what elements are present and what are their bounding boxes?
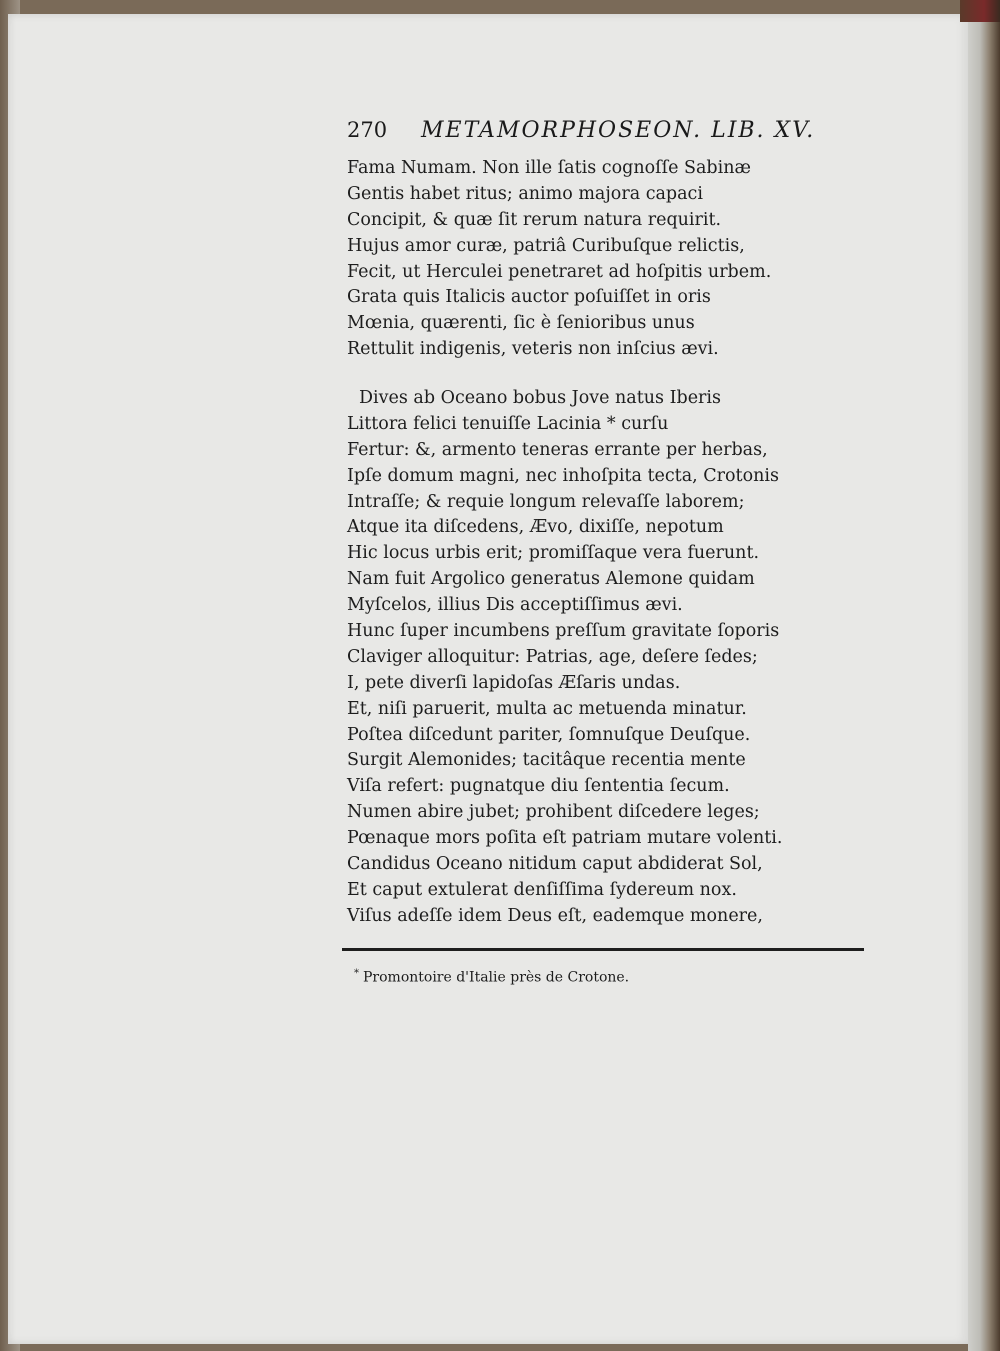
verse-line: Nam fuit Argolico generatus Alemone quidam bbox=[347, 569, 755, 590]
verse-line: Concipit, & quæ ſit rerum natura requirit. bbox=[347, 209, 722, 230]
verse-line: Intraſſe; & requie longum relevaſſe laborem; bbox=[347, 491, 745, 512]
verse-line: Fecit, ut Herculei penetraret ad hoſpitis urbem. bbox=[347, 261, 772, 282]
stanza-2 bbox=[347, 386, 817, 930]
verse-line: Et caput extulerat denſiſſima ſydereum nox. bbox=[347, 879, 737, 900]
stanza-1 bbox=[347, 156, 817, 363]
book-spine bbox=[968, 0, 1000, 1351]
verse-line: Viſus adeſſe idem Deus eſt, eademque monere, bbox=[347, 905, 763, 926]
footnote-text: Promontoire d'Italie près de Crotone. bbox=[363, 969, 630, 986]
verse-line: Atque ita diſcedens, Ævo, dixiſſe, nepotum bbox=[347, 517, 724, 538]
footnote-rule bbox=[342, 948, 864, 951]
verse-line: Myſcelos, illius Dis acceptiſſimus ævi. bbox=[347, 595, 683, 616]
verse-line: Candidus Oceano nitidum caput abdiderat Sol, bbox=[347, 854, 763, 875]
verse-line: Fama Numam. Non ille ſatis cognoſſe Sabinæ bbox=[347, 158, 751, 178]
verse-line: Surgit Alemonides; tacitâque recentia mente bbox=[347, 750, 746, 771]
running-title: METAMORPHOSEON. LIB. XV. bbox=[421, 118, 816, 143]
page-header bbox=[347, 118, 817, 152]
verse-line: Dives ab Oceano bobus Jove natus Iberis bbox=[359, 388, 721, 408]
verse-line: Pœnaque mors poſita eſt patriam mutare volenti. bbox=[347, 828, 783, 849]
verse-line: Ipſe domum magni, nec inhoſpita tecta, Crotonis bbox=[347, 465, 779, 486]
verse-line: Poſtea diſcedunt pariter, ſomnuſque Deuſque. bbox=[347, 724, 751, 745]
verse-line: Gentis habet ritus; animo majora capaci bbox=[347, 183, 703, 204]
verse-line: I, pete diverſi lapidoſas Æſaris undas. bbox=[347, 672, 681, 693]
footnote-mark: * bbox=[354, 968, 359, 979]
verse-line: Hujus amor curæ, patriâ Curibuſque relictis, bbox=[347, 235, 745, 256]
verse-line: Grata quis Italicis auctor poſuiſſet in oris bbox=[347, 287, 711, 308]
verse-line: Viſa refert: pugnatque diu ſententia ſecum. bbox=[347, 776, 730, 797]
verse-line: Claviger alloquitur: Patrias, age, deſere ſedes; bbox=[347, 646, 758, 667]
verse-line: Fertur: &, armento teneras errante per herbas, bbox=[347, 439, 768, 460]
binding-top bbox=[960, 0, 1000, 22]
verse-line: Et, niſi paruerit, multa ac metuenda minatur. bbox=[347, 698, 747, 719]
verse-line: Mœnia, quærenti, ſic è ſenioribus unus bbox=[347, 313, 695, 334]
verse-line: Hic locus urbis erit; promiſſaque vera fuerunt. bbox=[347, 543, 760, 564]
verse-line: Numen abire jubet; prohibent diſcedere leges; bbox=[347, 802, 760, 823]
verse-line: Littora felici tenuiſſe Lacinia * curſu bbox=[347, 413, 669, 434]
footnote bbox=[354, 968, 629, 986]
verse-line: Hunc ſuper incumbens preſſum gravitate ſoporis bbox=[347, 621, 780, 642]
page-number: 270 bbox=[347, 118, 388, 142]
verse-line: Rettulit indigenis, veteris non inſcius ævi. bbox=[347, 339, 719, 360]
